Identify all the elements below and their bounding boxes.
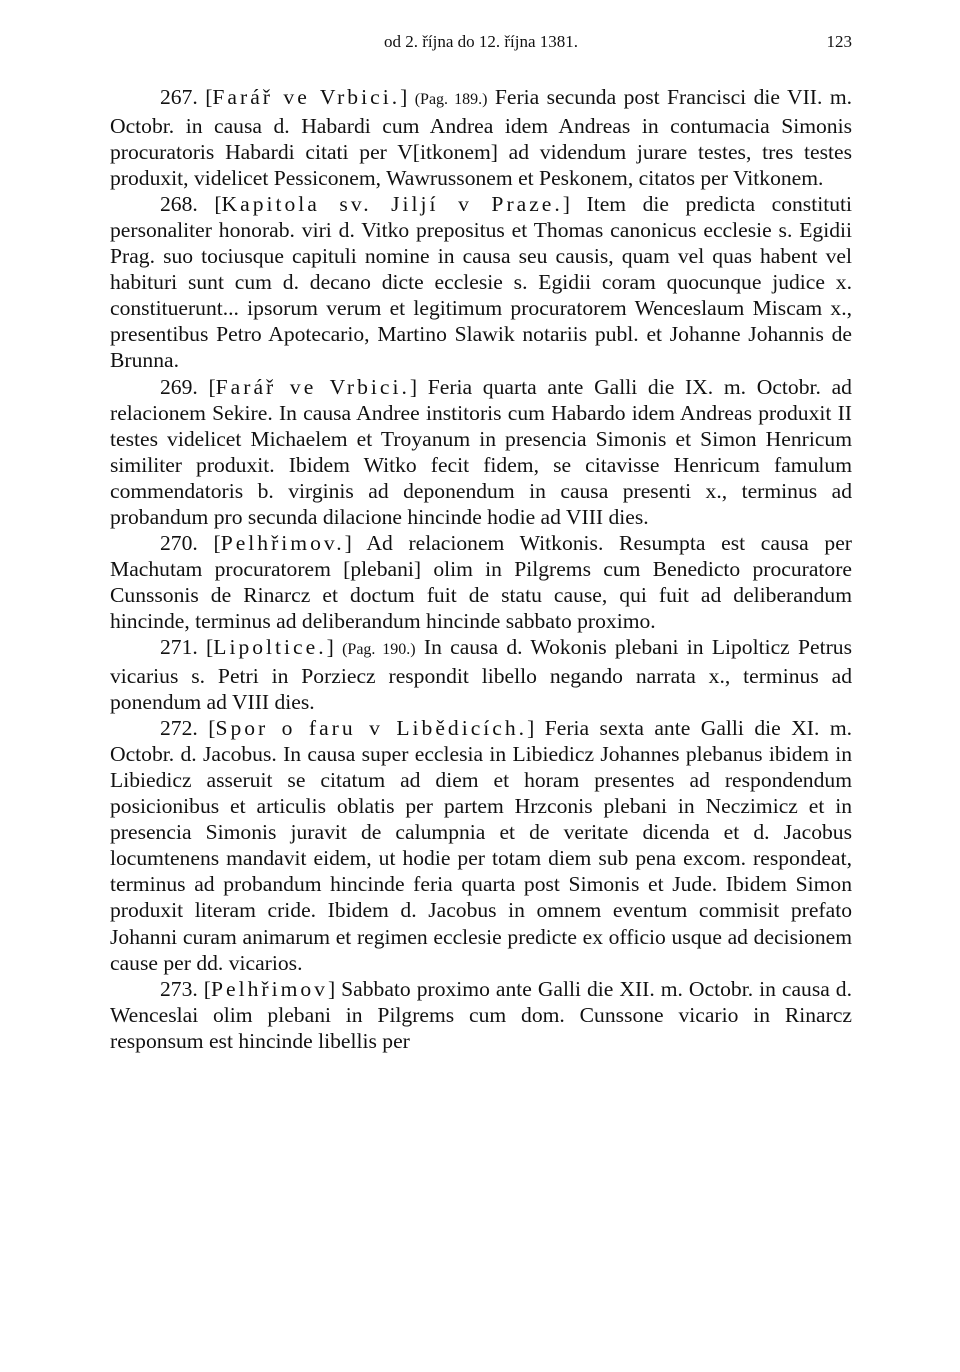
running-title: od 2. října do 12. října 1381. xyxy=(383,32,579,51)
page-reference: (Pag. 189.) xyxy=(414,91,488,108)
entry-place: Farář ve Vrbici. xyxy=(212,85,401,109)
page-number: 123 xyxy=(826,32,852,51)
entry-number: 268. xyxy=(160,192,198,217)
entries-list xyxy=(110,84,852,1054)
entry-269: 269. [Farář ve Vrbici.] Feria quarta ante Galli die IX. m. Octobr. ad relacionem Sekire. In causa Andree institoris cum Habardo idem Andreas produxit II testes videlicet Michaelem et Troyanum in presencia Simonis et Simon Henricum similiter produxit. Ibidem Witko fecit fidem, se citavisse Henricum famulum commendatoris b. virginis ad deponendum in causa presenti x., terminus ad probandum pro secunda dilacione hincinde hodie ad VIII dies. xyxy=(110,374,852,529)
entry-text: Item die predicta constituti personaliter honorab. viri d. Vitko prepositus et Thomas canonicus ecclesie s. Egidii Prag. suo tociusque capituli nomine in causa seu causis, quam vel quas habent vel habituri sunt cum d. decano dicte ecclesie s. Egidii coram quocunque judice x. constituerunt... ipsorum verum et legitimum procuratorem Wenceslaum Miscam x., presentibus Petro Apotecario, Martino Slawik notariis publ. et Johanne Johannis de Brunna. xyxy=(110,192,853,373)
entry-number: 273. xyxy=(160,976,198,1001)
entry-text: Feria quarta ante Galli die IX. m. Octobr. ad relacionem Sekire. In causa Andree institoris cum Habardo idem Andreas produxit II testes videlicet Michaelem et Troyanum in presencia Simonis et Simon Henricum similiter produxit. Ibidem Witko fecit fidem, se citavisse Henricum famulum commendatoris b. virginis ad deponendum in causa presenti x., terminus ad probandum pro secunda dilacione hincinde hodie ad VIII dies. xyxy=(110,374,852,529)
entry-text: Feria secunda post Francisci die VII. m. Octobr. in causa d. Habardi cum Andrea idem Andreas in contumacia Simonis procuratoris Habardi citati per V[itkonem] ad videndum jurare testes, tres testes produxit, videlicet Pessiconem, Wawrussonem et Peskonem, citatos per Vitkonem. xyxy=(110,85,853,191)
entry-271: 271. [Lipoltice.] (Pag. 190.) In causa d. Wokonis plebani in Lipolticz Petrus vicarius s. Petri in Porziecz respondit libello negando narrata x., terminus ad ponendum ad VIII dies. xyxy=(110,634,853,715)
entry-number: 269. xyxy=(160,374,198,399)
running-header xyxy=(110,28,852,62)
entry-place: Pelhřimov. xyxy=(220,530,345,555)
entry-text: In causa d. Wokonis plebani in Lipolticz Petrus vicarius s. Petri in Porziecz respondit libello negando narrata x., terminus ad ponendum ad VIII dies. xyxy=(110,634,853,715)
entry-267: 267. [Farář ve Vrbici.] (Pag. 189.) Feria secunda post Francisci die VII. m. Octobr. in causa d. Habardi cum Andrea idem Andreas in contumacia Simonis procuratoris Habardi citati per V[itkonem] ad videndum jurare testes, tres testes produxit, videlicet Pessiconem, Wawrussonem et Peskonem, citatos per Vitkonem. xyxy=(110,85,853,191)
entry-number: 270. xyxy=(160,530,198,555)
entry-272: 272. [Spor o faru v Libědicích.] Feria sexta ante Galli die XI. m. Octobr. d. Jacobus. In causa super ecclesia in Libiedicz Johannes plebanus ibidem in Libiedicz asseruit se citatum ad diem et horam presentes ad respondendum posicionibus et articulis oblatis per partem Hrzconis plebani in Neczimicz et in presencia Simonis juravit de calumpnia et de veritate dicenda et d. Jacobus locumtenens mandavit eidem, ut hodie per totam diem sub pena excom. respondeat, terminus ad probandum hincinde feria quarta post Simonis et Jude. Ibidem Simon produxit literam cride. Ibidem d. Jacobus in omnem eventum commisit prefato Johanni curam animarum et regimen ecclesie predicte ex officio usque ad decisionem cause per dd. vicarios. xyxy=(110,716,853,975)
entry-number: 272. xyxy=(160,716,198,741)
document-page xyxy=(110,28,852,1054)
entry-place: Kapitola sv. Jiljí v Praze. xyxy=(221,192,563,217)
entry-number: 267. xyxy=(160,85,198,109)
entry-place: Lipoltice. xyxy=(213,634,327,659)
entry-273: 273. [Pelhřimov] Sabbato proximo ante Galli die XII. m. Octobr. in causa d. Wenceslai olim plebani in Pilgrems cum dom. Cunssone vicario in Rinarcz responsum est hincinde libellis per xyxy=(110,976,853,1053)
entry-270: 270. [Pelhřimov.] Ad relacionem Witkonis. Resumpta est causa per Machutam procuratorem [plebani] olim in Pilgrems cum Benedicto procuratore Cunssonis de Rinarcz et doctum fuit de statu cause, qui fuit ad deliberandum hincinde, terminus ad deliberandum hincinde sabbato proximo. xyxy=(110,530,852,633)
entry-place: Pelhřimov xyxy=(210,976,328,1001)
page-reference: (Pag. 190.) xyxy=(342,640,416,658)
entry-text: Feria sexta ante Galli die XI. m. Octobr. d. Jacobus. In causa super ecclesia in Libiedicz Johannes plebanus ibidem in Libiedicz asseruit se citatum ad diem et horam presentes ad respondendum posicionibus et articulis oblatis per partem Hrzconis plebani in Neczimicz et in presencia Simonis juravit de calumpnia et de veritate dicenda et d. Jacobus locumtenens mandavit eidem, ut hodie per totam diem sub pena excom. respondeat, terminus ad probandum hincinde feria quarta post Simonis et Jude. Ibidem Simon produxit literam cride. Ibidem d. Jacobus in omnem eventum commisit prefato Johanni curam animarum et regimen ecclesie predicte ex officio usque ad decisionem cause per dd. vicarios. xyxy=(110,716,853,975)
entry-text: Ad relacionem Witkonis. Resumpta est causa per Machutam procuratorem [plebani] olim in Pilgrems cum Benedicto procuratore Cunssonis de Rinarcz et doctum fuit de statu cause, qui fuit ad deliberandum hincinde, terminus ad deliberandum hincinde sabbato proximo. xyxy=(110,530,852,633)
entry-place: Spor o faru v Libědicích. xyxy=(215,716,528,741)
entry-place: Farář ve Vrbici. xyxy=(215,374,410,399)
entry-number: 271. xyxy=(160,634,198,659)
entry-268: 268. [Kapitola sv. Jiljí v Praze.] Item die predicta constituti personaliter honorab. viri d. Vitko prepositus et Thomas canonicus ecclesie s. Egidii Prag. suo tociusque capituli nomine in causa seu causis, quam vel quas habent vel habituri sunt cum d. decano dicte ecclesie s. Egidii coram quocunque judice x. constituerunt... ipsorum verum et legitimum procuratorem Wenceslaum Miscam x., presentibus Petro Apotecario, Martino Slawik notariis publ. et Johanne Johannis de Brunna. xyxy=(110,192,853,373)
entry-text: Sabbato proximo ante Galli die XII. m. Octobr. in causa d. Wenceslai olim plebani in Pilgrems cum dom. Cunssone vicario in Rinarcz responsum est hincinde libellis per xyxy=(110,976,853,1053)
